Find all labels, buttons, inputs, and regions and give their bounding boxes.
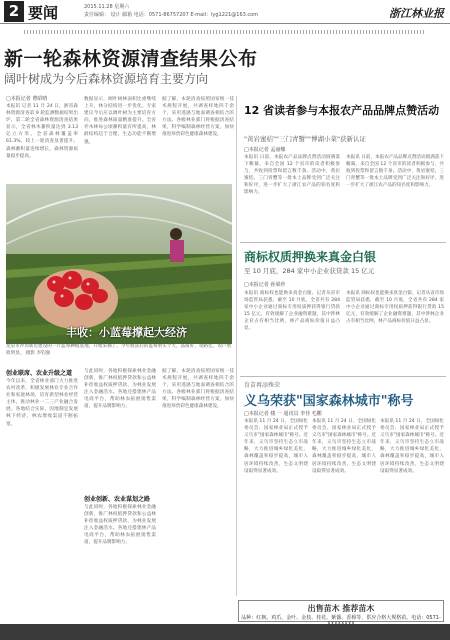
page-number: 2 [4, 1, 24, 22]
trademark-column-2: 本报讯 商标权也能换来真金白银。记者从省市场监管局获悉，截至 10 月底，全省共有 284 家中小企业通过商标专用权质押获得银行贷款 15 亿元，有效缓解了企业融资难题，其中涉林企业占有相当比例，林产品商标价值日益凸显。 [346, 291, 444, 325]
below-photo-column-4: 据了解，本轮清查按照国家统一技术规程开展，共调查样地四千余个，采用遥感与地面调查相结合的方法。各级林业部门将根据清查结果，科学编制森林经营方案，加快推进珍贵彩色健康森林建设。 [162, 369, 234, 410]
section-divider [240, 376, 446, 377]
trademark-column-1: 本报讯 商标权也能换来真金白银。记者从省市场监管局获悉，截至 10 月底，全省共有 284 家中小企业通过商标专用权质押获得银行贷款 15 亿元，有效缓解了企业融资难题，其中涉林企业占有相当比例，林产品商标价值日益凸显。 [244, 291, 340, 332]
city-column-1: 本报讯 11 月 24 日，全国绿化委员会、国家林业局正式授予义乌市"国家森林城市"称号。近年来，义乌市坚持生态立市战略，大力推进城乡绿化美化，森林覆盖率稳步提高，城市人居环境持续改善，生态文明建设取得显著成效。 [244, 419, 308, 474]
lead-subhead: 阔叶树成为今后森林资源培育主要方向 [4, 72, 209, 86]
below-photo-column-2: 与此同时，各地积极探索林业金融创新，推广林权抵押贷款和公益林补偿收益权质押贷款，为林业发展注入金融活水。各地还搭建林产品电商平台，帮助林农拓展销售渠道，提升品牌影响力。 [84, 369, 156, 410]
subsection-reform: 创业联席、农业升级之道 [6, 370, 73, 377]
ad-text: 品种：红枫、鸡爪、金叶、金枝、桂花、紫薇、香樟等，供应合格大规格苗。电话：0571- [241, 615, 441, 621]
city-byline: □本报记者 楼 一 通讯员 李佳 毛鹏 [244, 411, 322, 417]
promo-column-1: 本报讯 日前，本报农产品品牌点赞活动圆满落下帷幕，来自全国 12 个省市的读者积极参与，共收到投票和留言数千条。活动中，黄岩蜜桔、三门青蟹等一批本土品牌受到广泛关注和好评，进一步扩大了浙江农产品的知名度和影响力。 [244, 155, 340, 196]
lead-column-3: 据了解，本轮清查按照国家统一技术规程开展，共调查样地四千余个，采用遥感与地面调查相结合的方法。各级林业部门将根据清查结果，科学编制森林经营方案，加快推进珍贵彩色健康森林建设。 [162, 97, 234, 138]
column-divider [236, 96, 237, 596]
trademark-subhead: 至 10 月底，284 家中小企业获贷款 15 亿元 [244, 267, 375, 275]
below-photo-column-3: 与此同时，各地积极探索林业金融创新，推广林权抵押贷款和公益林补偿收益权质押贷款，为林业发展注入金融活水。各地还搭建林产品电商平台，帮助林农拓展销售渠道，提升品牌影响力。 [84, 505, 156, 546]
promo-byline: □本报记者 孟丽娜 [244, 147, 286, 153]
lead-column-1: 本报讯 记者 11 月 24 日，浙省森林资源清查第 9 轮监测数据结果出炉，第二轮全省森林资源清查结果显示，全省林木蓄积量达到 3.13 亿立方米，全省森林覆盖率 61.3%，较上一轮清查显著提升。森林蓄积量连续增长，森林资源质量稳步提高。 [6, 104, 78, 159]
ad-title: 出售苗木 推荐苗木 [307, 604, 375, 613]
city-kicker: 育苗再添殊荣 [244, 382, 281, 389]
trademark-headline: 商标权质押换来真金白银 [244, 250, 377, 264]
page-footer [0, 624, 450, 640]
newspaper-brand: 浙江林业报 [389, 7, 444, 20]
promo-column-2: 本报讯 日前，本报农产品品牌点赞活动圆满落下帷幕，来自全国 12 个省市的读者积极参与，共收到投票和留言数千条。活动中，黄岩蜜桔、三门青蟹等一批本土品牌受到广泛关注和好评，进一步扩大了浙江农产品的知名度和影响力。 [346, 155, 444, 189]
subsection-fund: 创业创新、农业谋划之路 [84, 496, 151, 503]
city-column-2: 本报讯 11 月 24 日，全国绿化委员会、国家林业局正式授予义乌市"国家森林城市"称号。近年来，义乌市坚持生态立市战略，大力推进城乡绿化美化，森林覆盖率稳步提高，城市人居环境持续改善，生态文明建设取得显著成效。 [312, 419, 376, 474]
city-column-3: 本报讯 11 月 24 日，全国绿化委员会、国家林业局正式授予义乌市"国家森林城市"称号。近年来，义乌市坚持生态立市战略，大力推进城乡绿化美化，森林覆盖率稳步提高，城市人居环境持续改善，生态文明建设取得显著成效。 [380, 419, 444, 474]
promo-headline: 12 省读者参与本报农产品品牌点赞活动 [244, 104, 440, 117]
trademark-byline: □本报记者 孙梁珍 [244, 282, 286, 288]
photo-caption: 龙泉市沙湾新近建设的一片蓝莓种植基地，开始采摘了。今年收获后的蓝莓果实个大，品质好，销路佳，农户增收明显。 摄影 李钧强 [6, 344, 232, 356]
masthead [0, 0, 450, 24]
promo-subhead: "黄岩蜜桔""三门青蟹""博湖小菜"获新认证 [244, 135, 366, 143]
farm-photo [6, 184, 232, 344]
lead-column-2: 数据显示，阔叶树林面积比重继续上升，林分结构进一步优化。专家建议今后应以阔叶树为主要培育方向，推进森林质量精准提升。全省乔木林每公顷蓄积量有所提高，林龄结构趋于合理，生态功能不断增强。 [84, 97, 156, 145]
classified-ad [238, 600, 444, 622]
photo-caption-overlay: 丰收：小蓝莓撑起大经济 [66, 326, 187, 339]
lead-byline: □本报记者 曹昭晴 [6, 96, 48, 102]
lead-headline: 新一轮森林资源清查结果公布 [4, 48, 258, 70]
decorative-rule [24, 30, 426, 34]
section-divider [240, 242, 446, 243]
section-name: 要闻 [28, 4, 59, 22]
city-headline: 义乌荣获"国家森林城市"称号 [244, 394, 414, 409]
editor-line: 责任编辑： 设计 邮箱 电话：0571-86757207 E-mail：lyg1221@163.com [84, 12, 259, 18]
date-line: 2015.11.28 星期六 [84, 4, 130, 10]
below-photo-column-1: 今年以来，全省林业部门大力推进农村改革，积极发展林业专业合作社和家庭林场，培育新型林业经营主体，推动林业一二三产业融合发展。各地结合实际，因地制宜发展林下经济，林农增收渠道不断拓宽。 [6, 379, 78, 427]
